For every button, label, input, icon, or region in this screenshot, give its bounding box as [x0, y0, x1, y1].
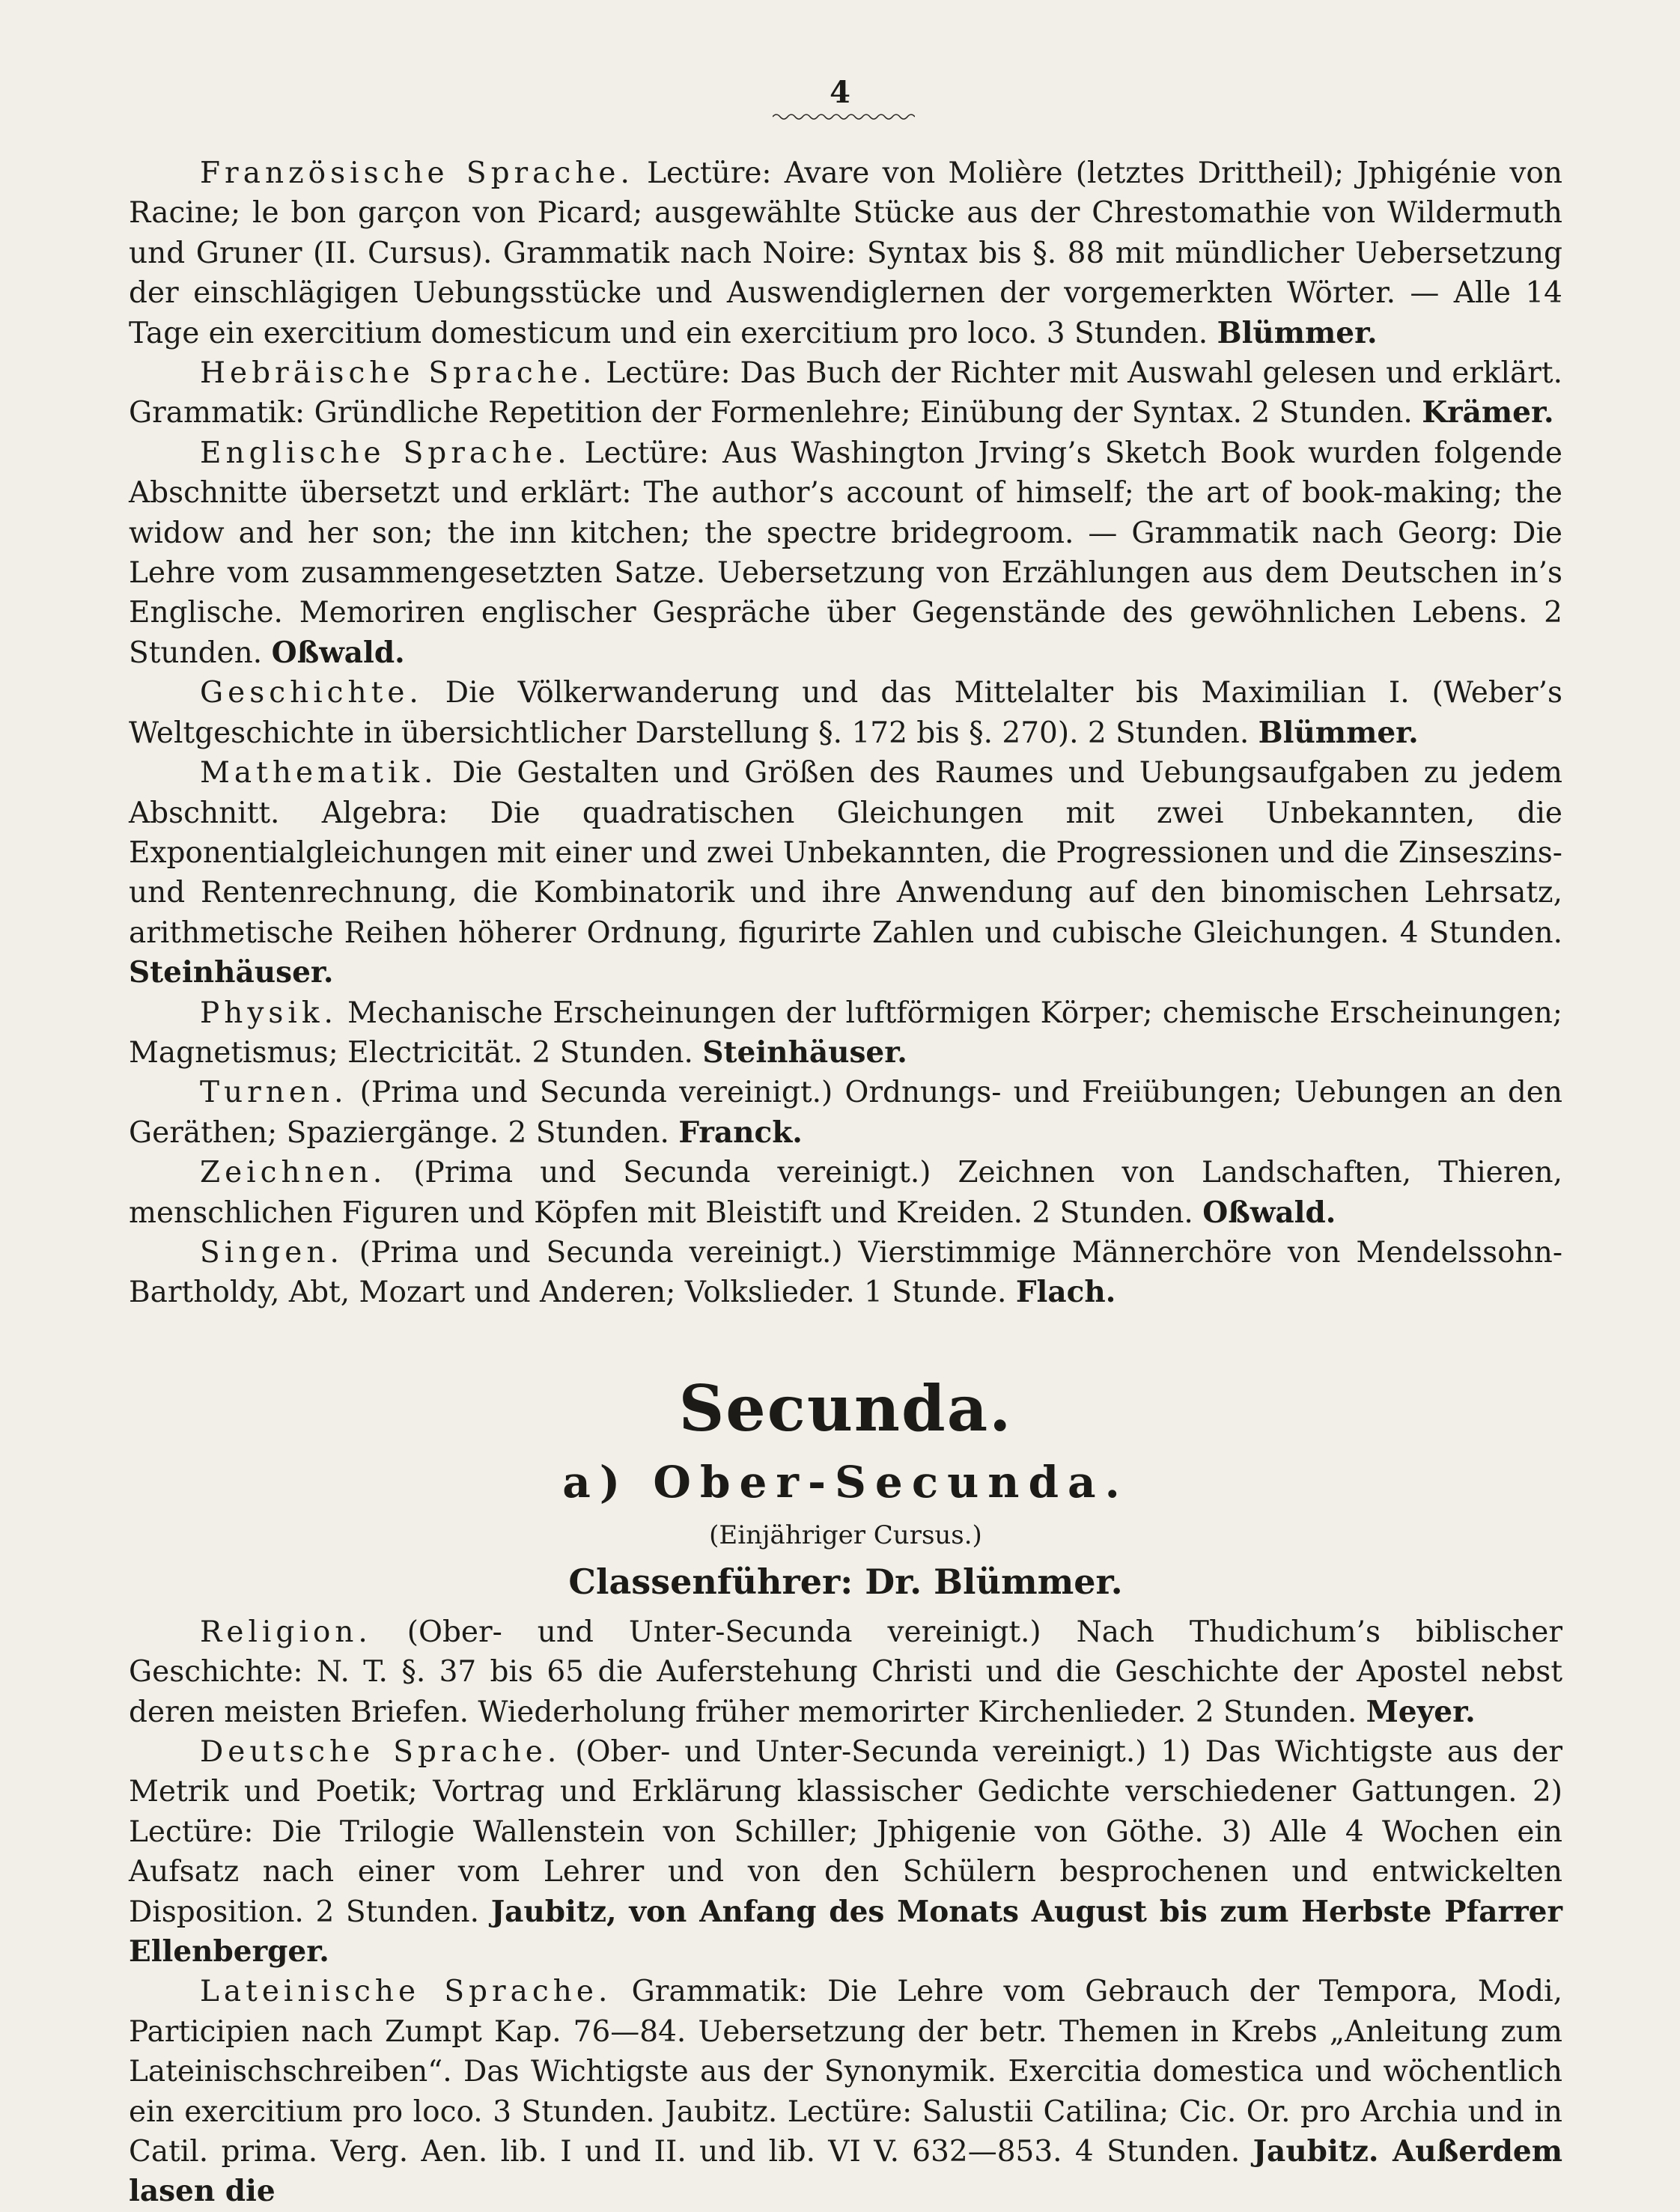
subject-singen — [129, 1233, 1562, 1313]
subject-teacher: Flach. — [1015, 1275, 1116, 1310]
subject-teacher: Oßwald. — [271, 635, 405, 670]
subject-text: (Ober- und Unter-Secunda vereinigt.) Nach Thudichum’s biblischer Geschichte: N. T. §. 37 bis 65 die Auferstehung Christi und die Geschichte der Apostel nebst deren meisten Briefen. Wiederholung früher memorirter Kirchenlieder. 2 Stunden. — [129, 1615, 1562, 1729]
subject-title: Französische Sprache. — [200, 156, 634, 190]
subject-text: (Prima und Secunda vereinigt.) Vierstimmige Männerchöre von Mendelssohn-Bartholdy, Abt, Mozart und Anderen; Volkslieder. 1 Stunde. — [129, 1235, 1562, 1310]
subject-title: Lateinische Sprache. — [200, 1975, 612, 2009]
subject-mathematik — [129, 753, 1562, 993]
subject-teacher: Steinhäuser. — [702, 1035, 907, 1070]
subject-teacher: Blümmer. — [1258, 715, 1419, 750]
subject-title: Hebräische Sprache. — [200, 356, 597, 391]
subject-teacher: Blümmer. — [1217, 315, 1378, 350]
subject-zeichnen — [129, 1153, 1562, 1233]
subject-text: Lectüre: Aus Washington Jrving’s Sketch Book wurden folgende Abschnitte übersetzt und erklärt: The author’s account of himself; the art of book-making; the widow and her son; the inn kitchen; the spectre bridegroom. — Grammatik nach Georg: Die Lehre vom zusammengesetzten Satze. Uebersetzung von Erzählungen aus dem Deutschen in’s Englische. Memoriren englischer Gespräche über Gegenstände des gewöhnlichen Lebens. 2 Stunden. — [129, 436, 1562, 670]
subject-title: Singen. — [200, 1235, 344, 1270]
subject-geschichte — [129, 673, 1562, 753]
subject-religion — [129, 1612, 1562, 1732]
page-number: 4 — [830, 75, 850, 110]
subject-physik — [129, 993, 1562, 1073]
subject-teacher: Krämer. — [1422, 395, 1554, 430]
subject-title: Religion. — [200, 1615, 372, 1649]
decorative-rule-icon — [773, 112, 915, 121]
subject-teacher: Meyer. — [1366, 1694, 1476, 1729]
subject-text: Lectüre: Avare von Molière (letztes Drittheil); Jphigénie von Racine; le bon garçon von Picard; ausgewählte Stücke aus der Chrestomathie von Wildermuth und Gruner (II. Cursus). Grammatik nach Noire: Syntax bis §. 88 mit mündlicher Uebersetzung der einschlägigen Uebungsstücke und Auswendiglernen der vorgemerkten Wörter. — Alle 14 Tage ein exercitium domesticum und ein exercitium pro loco. 3 Stunden. — [129, 156, 1562, 350]
section-subtitle: a) Ober-Secunda. — [562, 1456, 1129, 1508]
subject-text: (Ober- und Unter-Secunda vereinigt.) 1) Das Wichtigste aus der Metrik und Poetik; Vortrag und Erklärung klassischer Gedichte verschiedener Gattungen. 2) Lectüre: Die Trilogie Wallenstein von Schiller; Jphigenie von Göthe. 3) Alle 4 Wochen ein Aufsatz nach einer vom Lehrer und von den Schülern besprochenen und entwickelten Disposition. 2 Stunden. — [129, 1735, 1562, 1929]
subject-title: Mathematik. — [200, 756, 438, 790]
secunda-subjects — [129, 1612, 1562, 2212]
subject-text: (Prima und Secunda vereinigt.) Zeichnen von Landschaften, Thieren, menschlichen Figuren und Köpfen mit Bleistift und Kreiden. 2 Stunden. — [129, 1156, 1562, 1230]
subject-hebraeisch — [129, 353, 1562, 433]
body-text — [129, 153, 1562, 2212]
course-note: (Einjähriger Cursus.) — [709, 1520, 982, 1550]
subject-text: Mechanische Erscheinungen der luftförmigen Körper; chemische Erscheinungen; Magnetismus; Electricität. 2 Stunden. — [129, 996, 1562, 1070]
subject-title: Turnen. — [200, 1076, 348, 1110]
subject-text: Grammatik: Die Lehre vom Gebrauch der Tempora, Modi, Participien nach Zumpt Kap. 76—84. Uebersetzung der betr. Themen in Krebs „Anleitung zum Lateinischschreiben“. Das Wichtigste aus der Synonymik. Exercitia domestica und wöchentlich ein exercitium pro loco. 3 Stunden. Jaubitz. Lectüre: Salustii Catilina; Cic. Or. pro Archia und in Catil. prima. Verg. Aen. lib. I und II. und lib. VI V. 632—853. 4 Stunden. — [129, 1975, 1562, 2169]
subject-englisch — [129, 433, 1562, 673]
section-title: Secunda. — [678, 1371, 1013, 1445]
subject-deutsch — [129, 1732, 1562, 1972]
subject-teacher: Oßwald. — [1202, 1195, 1336, 1230]
prima-subjects — [129, 153, 1562, 1313]
subject-turnen — [129, 1073, 1562, 1153]
subject-teacher: Steinhäuser. — [129, 955, 334, 990]
subject-title: Zeichnen. — [200, 1156, 387, 1190]
subject-lateinisch — [129, 1972, 1562, 2211]
subject-text: Lectüre: Das Buch der Richter mit Auswahl gelesen und erklärt. Grammatik: Gründliche Repetition der Formenlehre; Einübung der Syntax. 2 Stunden. — [129, 356, 1562, 430]
subject-teacher: Franck. — [678, 1115, 803, 1150]
subject-teacher: Jaubitz. Außerdem lasen die — [129, 2134, 1562, 2209]
subject-title: Physik. — [200, 996, 338, 1030]
class-teacher: Classenführer: Dr. Blümmer. — [568, 1561, 1123, 1602]
subject-title: Geschichte. — [200, 676, 423, 710]
subject-teacher: Jaubitz, von Anfang des Monats August bis zum Herbste Pfarrer Ellenberger. — [129, 1894, 1562, 1969]
subject-title: Englische Sprache. — [200, 436, 571, 470]
subject-title: Deutsche Sprache. — [200, 1735, 561, 1769]
subject-text: Die Gestalten und Größen des Raumes und Uebungsaufgaben zu jedem Abschnitt. Algebra: Die quadratischen Gleichungen mit zwei Unbekannten, die Exponentialgleichungen mit einer und zwei Unbekannten, die Progressionen und die Zinseszins- und Rentenrechnung, die Kombinatorik und ihre Anwendung auf den binomischen Lehrsatz, arithmetische Reihen höherer Ordnung, figurirte Zahlen und cubische Gleichungen. 4 Stunden. — [129, 756, 1563, 950]
subject-franzoesisch — [129, 153, 1562, 353]
subject-text: (Prima und Secunda vereinigt.) Ordnungs- und Freiübungen; Uebungen an den Geräthen; Spaziergänge. 2 Stunden. — [129, 1076, 1562, 1150]
subject-text: Die Völkerwanderung und das Mittelalter bis Maximilian I. (Weber’s Weltgeschichte in übersichtlicher Darstellung §. 172 bis §. 270). 2 Stunden. — [129, 676, 1562, 750]
